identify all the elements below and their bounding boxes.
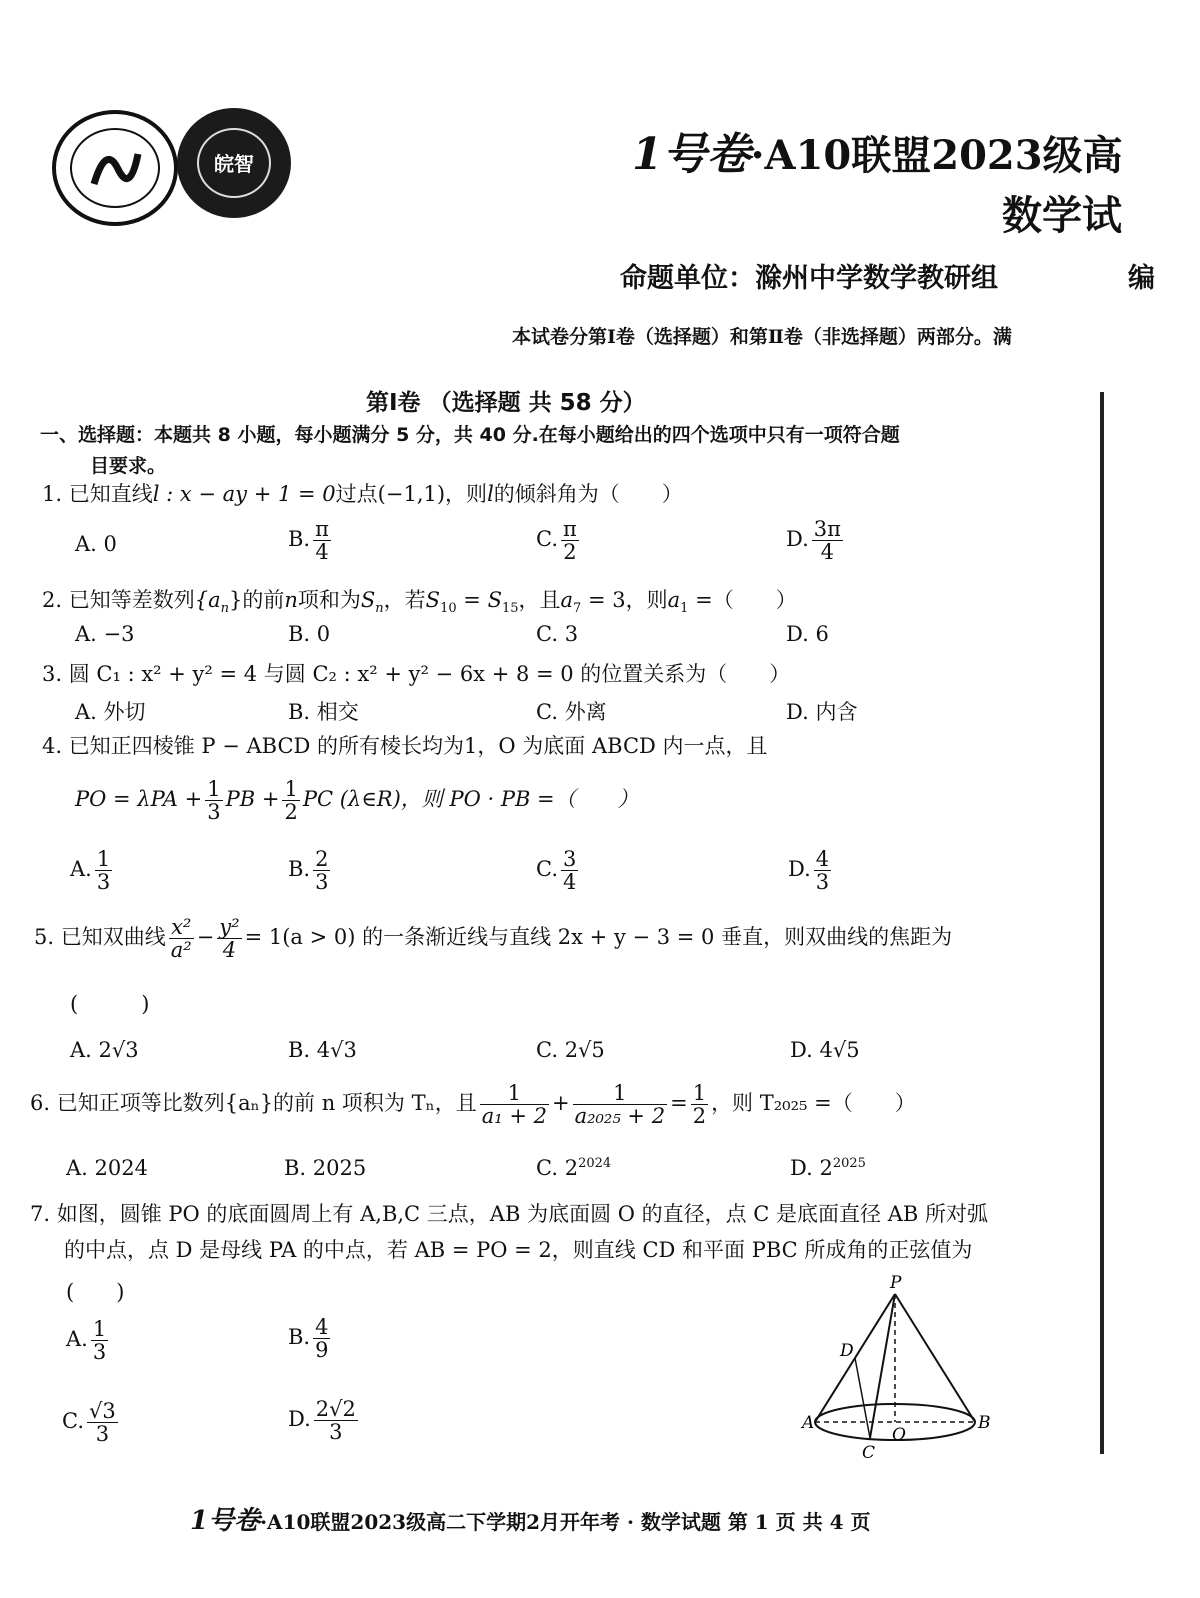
q5-option-c: C. 2√5 [536,1038,605,1062]
question-4: 4. 已知正四棱锥 P − ABCD 的所有棱长均为1，O 为底面 ABCD 内一点，且 [42,734,768,758]
edge-PB [895,1294,975,1422]
question-7: 7. 如图，圆锥 PO 的底面圆周上有 A,B,C 三点，AB 为底面圆 O 的直径，点 C 是底面直径 AB 所对弧 [30,1202,989,1226]
q7-answer-paren: ( ) [66,1280,125,1304]
exam-title [632,118,1123,182]
label-C: C [862,1443,876,1463]
q2-option-a: A. −3 [75,622,135,646]
q6-option-b: B. 2025 [284,1156,367,1180]
label-P: P [890,1273,902,1293]
q1-text3: 的倾斜角为（ ） [493,482,683,506]
label-A: A [802,1413,815,1433]
q3-option-b: B. 相交 [288,700,359,724]
part-header: 第Ⅰ卷 （选择题 共 58 分） [366,390,646,416]
q4-option-c: C. $\frac{3}{4}$ [536,847,577,895]
question-1 [42,478,683,508]
q3-option-a: A. 外切 [75,700,146,724]
q1-l: l [487,482,494,506]
logo2-glyph: 皖智 [214,152,254,176]
q2-option-d: D. 6 [786,622,829,646]
section-instructions: 一、选择题：本题共 8 小题，每小题满分 5 分，共 40 分.在每小题给出的四个选项中只有一项符合题 [40,424,900,446]
q1-text2: 过点(−1,1)，则 [335,482,488,506]
q6-option-a: A. 2024 [66,1156,148,1180]
question-2: 2. 已知等差数列$\{a_n\}$的前n项和为$S_n$，若$S_{10} = S_{15}$，且$a_7 = 3$，则$a_1$ =（ ） [42,588,797,617]
q1-option-b: B. $\frac{\pi}{4}$ [288,517,329,565]
setter-unit: 命题单位：滁州中学数学教研组 [620,263,998,294]
q1-option-a: A. 0 [75,532,117,556]
q3-option-d: D. 内含 [786,700,858,724]
title-brand: 1号卷 [632,129,751,180]
q5-option-d: D. 4√5 [790,1038,860,1062]
footer-text: ·A10联盟2023级高二下学期2月开年考 · 数学试题 第 1 页 共 4 页 [260,1510,871,1534]
q1-number: 1. [42,482,63,506]
label-O: O [892,1425,906,1445]
question-3: 3. 圆 C₁ : x² + y² = 4 与圆 C₂ : x² + y² − 6x + 8 = 0 的位置关系为（ ） [42,662,791,686]
q4-option-d: D. $\frac{4}{3}$ [788,847,830,895]
exam-subtitle: 数学试 [1002,192,1122,239]
q6-option-d: D. $2^{2025}$ [790,1156,866,1180]
q7-option-c: C. $\frac{√3}{3}$ [62,1399,116,1447]
footer-brand: 1号卷 [190,1506,261,1536]
q1-line-eq: l : x − ay + 1 = 0 [152,482,336,506]
q2-option-b: B. 0 [288,622,331,646]
q5-answer-paren: ( ) [70,992,150,1016]
q4-vector-eq: PO = λPA + $\frac{1}{3}$ PB + $\frac{1}{2}$ PC (λ∈R)，则 PO · PB =（ ） [75,777,639,825]
q1-option-d: D. $\frac{3\pi}{4}$ [786,517,841,565]
label-D: D [840,1341,854,1361]
q5-option-b: B. 4√3 [288,1038,357,1062]
question-6: 6. 已知正项等比数列{aₙ}的前 n 项积为 Tₙ，且 $\frac{1}{\text{a₁ + 2}}$ + $\frac{1}{\text{a₂₀₂₅ + 2}}$ = $\frac{1}{2}$ ，则 T₂₀₂₅ =（ ） [30,1081,916,1129]
cone-figure [800,1272,1000,1464]
exam-intro: 本试卷分第Ⅰ卷（选择题）和第Ⅱ卷（非选择题）两部分。满 [512,326,1012,348]
segment-CD [855,1358,870,1438]
q1-text: 已知直线 [68,482,153,506]
logo-swirl-icon [56,114,174,222]
label-B: B [978,1413,991,1433]
question-5: 5. 已知双曲线 $\frac{\text{x²}}{\text{a²}}$ − $\frac{\text{y²}}{4}$ = 1(a > 0) 的一条渐近线与直线 2x + y − 3 = 0 垂直，则双曲线的焦距为 [34,915,953,963]
setter-unit-cut: 编 [1128,263,1155,294]
question-7-cont: 的中点，点 D 是母线 PA 的中点，若 AB = PO = 2，则直线 CD 和平面 PBC 所成角的正弦值为 [64,1238,973,1262]
title-rest: ·A10联盟2023级高 [750,132,1123,179]
q3-option-c: C. 外离 [536,700,607,724]
q7-option-b: B. $\frac{4}{9}$ [288,1315,329,1363]
q5-option-a: A. 2√3 [70,1038,139,1062]
section-instructions-cont: 目要求。 [90,455,167,477]
margin-rule [1100,392,1104,1454]
page-footer [190,1500,870,1537]
q7-option-d: D. $\frac{2√2}{3}$ [288,1397,356,1445]
q6-option-c: C. $2^{2024}$ [536,1156,612,1180]
q2-option-c: C. 3 [536,622,579,646]
q1-option-c: C. $\frac{\pi}{2}$ [536,517,577,565]
q4-option-a: A. $\frac{1}{3}$ [70,847,111,895]
q7-option-a: A. $\frac{1}{3}$ [66,1317,107,1365]
alliance-logo [52,110,178,226]
q4-option-b: B. $\frac{2}{3}$ [288,847,329,895]
wanzhi-education-logo [177,108,291,218]
